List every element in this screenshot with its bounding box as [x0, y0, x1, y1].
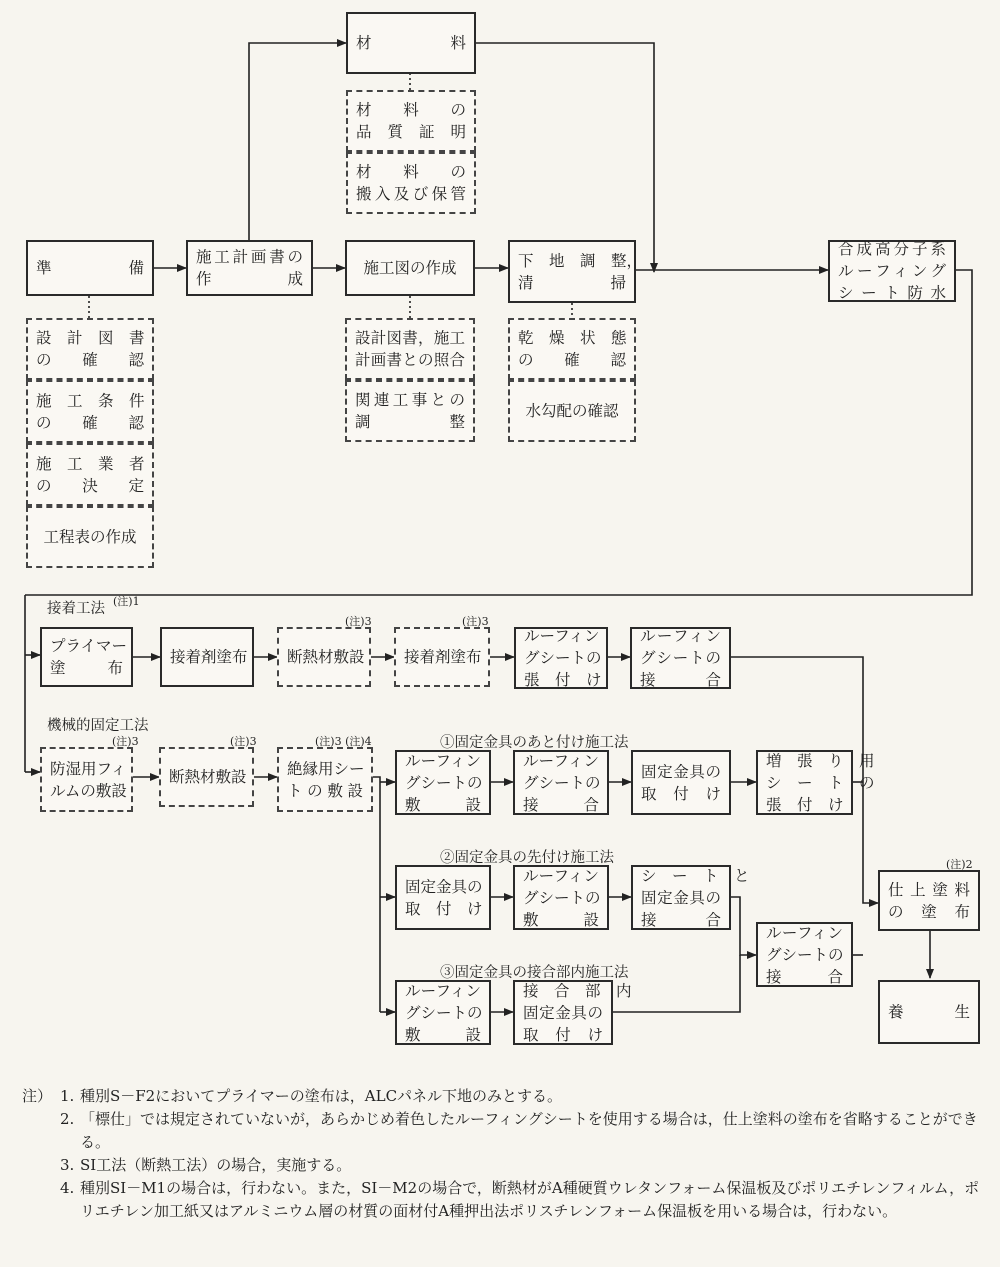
step-label-line: 取 付 け	[641, 784, 721, 803]
step-label-line: 塗 布	[50, 659, 123, 677]
step-label-line: ルーフィング	[838, 262, 946, 280]
step-box-dannetsu1	[277, 627, 371, 687]
step-box-a-toritsuke	[631, 750, 731, 815]
arrow-keikaku-zairyo	[249, 43, 346, 240]
step-label-line: 工程表の作成	[43, 528, 137, 546]
footnote-4	[22, 1177, 987, 1223]
step-box-setsugou1	[630, 627, 731, 689]
step-label-line: 施 工 業 者	[36, 454, 145, 473]
note-ref: (注)3 (注)4	[315, 735, 372, 748]
step-box-secchaku2	[394, 627, 490, 687]
step-label-line: の 確 認	[36, 351, 144, 369]
step-label-line: プライマー	[50, 637, 128, 655]
step-box-kansou	[508, 318, 636, 380]
step-box-junbi	[26, 240, 154, 296]
step-label-line: 接 合	[766, 967, 843, 986]
step-box-secchaku1	[160, 627, 254, 687]
step-box-zetsuen	[277, 747, 373, 812]
step-label-line: ルーフィン	[523, 866, 599, 885]
step-label-line: 関連工事との	[355, 391, 465, 409]
step-label-line: 材 料	[356, 34, 466, 52]
step-box-b-fusetsu	[513, 865, 609, 930]
step-label-line: トの敷設	[287, 781, 363, 800]
footnote-prefix: 注）	[22, 1087, 53, 1105]
step-label-line: 敷 設	[405, 1025, 481, 1044]
label-secchaku-kouhou: 接着工法	[47, 601, 105, 617]
step-label-line: 絶縁用シー	[287, 759, 365, 778]
step-label-line: 施工計画書の	[196, 248, 303, 266]
step-label-line: シ ー ト の	[766, 773, 875, 792]
note-ref: (注)2	[946, 858, 973, 871]
step-box-sekouzu	[345, 240, 475, 296]
step-label-line: 防湿用フィ	[50, 759, 127, 778]
step-box-zairyo-hannyu	[346, 152, 476, 214]
footnote-text: 種別SI－M1の場合は，行わない。また，SI－M2の場合で，断熱材がA種硬質ウレタンフォーム保温板及びポリエチレンフィルム，ポリエチレン加工紙又はアルミニウム層の材質の面材付A種押出法ポリスチレンフォーム保温板を用いる場合は，行わない。	[80, 1179, 980, 1220]
step-label-line: 接着剤塗布	[170, 648, 248, 666]
step-label-line: ルーフィン	[640, 627, 721, 645]
step-label-line: 水勾配の確認	[525, 402, 619, 420]
step-box-shiage	[878, 870, 980, 931]
step-label-line: の 確 認	[518, 351, 626, 369]
step-box-c-toritsuke	[513, 980, 632, 1045]
step-label-line: 断熱材敷設	[287, 648, 365, 666]
step-label-line: 材 料 の	[356, 101, 466, 119]
step-box-c-fusetsu	[395, 980, 491, 1045]
step-label-line: グシートの	[766, 945, 844, 964]
step-box-zairyo	[346, 12, 476, 74]
step-label-line: 増 張 り 用	[766, 751, 875, 770]
footnote-number: 3.	[60, 1156, 75, 1174]
footnote-number: 1.	[60, 1087, 75, 1105]
footnote-2	[22, 1108, 987, 1154]
step-label-line: 張 付 け	[524, 671, 602, 689]
label-method-3: ③固定金具の接合部内施工法	[440, 965, 629, 981]
note-ref: (注)3	[345, 615, 372, 628]
step-box-b-toritsuke	[395, 865, 491, 930]
note-ref: (注)3	[462, 615, 489, 628]
step-label-line: 準 備	[36, 259, 144, 277]
step-box-gyousha-kettei	[26, 443, 154, 506]
step-label-line: 養 生	[888, 1003, 970, 1021]
footnotes	[22, 1085, 987, 1223]
footnote-text: SI工法（断熱工法）の場合，実施する。	[80, 1156, 352, 1174]
step-label-line: ルーフィン	[766, 923, 843, 942]
step-box-yousei	[878, 980, 980, 1044]
step-label-line: 乾 燥 状 態	[518, 329, 627, 347]
step-label-line: グシートの	[523, 888, 601, 907]
step-label-line: 作 成	[196, 270, 303, 288]
arrow-zairyo-main	[475, 43, 654, 272]
footnote-1	[22, 1085, 987, 1108]
step-box-keikaku	[186, 240, 313, 296]
step-label-line: 取 付 け	[405, 899, 483, 918]
step-box-gousei	[828, 240, 956, 302]
step-label-line: グシートの	[405, 1003, 483, 1022]
step-label-line: グシートの	[405, 773, 483, 792]
step-label-line: 清 掃	[518, 273, 626, 292]
step-label-line: 施 工 条 件	[36, 391, 145, 410]
step-box-shitaji	[508, 240, 643, 303]
step-box-boushitsu	[40, 747, 133, 812]
step-label-line: 張 付 け	[766, 795, 844, 814]
footnote-number: 2.	[60, 1110, 75, 1128]
step-label-line: 搬入及び保管	[356, 185, 466, 203]
step-label-line: 計画書との照合	[355, 351, 465, 369]
label-method-2: ②固定金具の先付け施工法	[440, 850, 614, 866]
note-ref: (注)3	[112, 735, 139, 748]
step-label-line: の 確 認	[36, 413, 144, 432]
step-box-jouken-kakunin	[26, 380, 154, 443]
step-label-line: グシートの	[640, 649, 721, 667]
step-label-line: ルーフィン	[405, 751, 481, 770]
step-label-line: 断熱材敷設	[169, 768, 247, 786]
step-label-line: 敷 設	[523, 910, 599, 929]
label-method-1: ①固定金具のあと付け施工法	[440, 735, 629, 751]
note-ref: (注)1	[113, 595, 140, 608]
step-label-line: 固定金具の	[405, 877, 483, 896]
footnote-3	[22, 1154, 987, 1177]
step-box-b-sheet	[631, 865, 750, 930]
step-label-line: の 塗 布	[888, 902, 970, 921]
step-label-line: 固定金具の	[641, 888, 721, 907]
step-box-mizukoubai	[508, 380, 636, 442]
step-label-line: 調 整	[355, 413, 465, 431]
step-box-dannetsu2	[159, 747, 254, 807]
footnote-number: 4.	[60, 1179, 75, 1197]
step-box-kanren	[345, 380, 475, 442]
step-label-line: 固定金具の	[523, 1003, 603, 1022]
step-label-line: 接 合	[523, 795, 599, 814]
step-label-line: 下 地 調 整，	[518, 251, 643, 270]
step-box-primer	[40, 627, 133, 687]
footnote-text: 「標仕」では規定されていないが，あらかじめ着色したルーフィングシートを使用する場合は，仕上塗料の塗布を省略することができる。	[80, 1110, 978, 1151]
step-label-line: ルーフィン	[405, 981, 481, 1000]
step-box-zairyo-shoumei	[346, 90, 476, 152]
step-label-line: 接 合 部 内	[523, 981, 632, 1000]
line-gousei-down	[25, 270, 972, 595]
step-label-line: 品 質 証 明	[356, 123, 466, 141]
step-label-line: 固定金具の	[641, 762, 721, 781]
step-label-line: 接 合	[641, 910, 721, 929]
step-label-line: の 決 定	[36, 476, 144, 495]
step-label-line: 材 料 の	[356, 163, 466, 181]
step-box-haritsuke1	[514, 627, 608, 689]
step-label-line: 仕上塗料	[888, 880, 970, 899]
footnote-text: 種別S－F2においてプライマーの塗布は，ALCパネル下地のみとする。	[80, 1087, 563, 1105]
label-kikai-kouhou: 機械的固定工法	[47, 718, 149, 734]
step-label-line: 施工図の作成	[363, 259, 457, 277]
note-ref: (注)3	[230, 735, 257, 748]
step-box-shougou	[345, 318, 475, 380]
step-label-line: 接 合	[640, 671, 721, 689]
step-label-line: グシートの	[524, 649, 602, 667]
step-box-koutei	[26, 506, 154, 568]
step-label-line: 合成高分子系	[838, 240, 946, 258]
step-label-line: シ ー ト と	[641, 866, 750, 885]
step-label-line: ルーフィン	[523, 751, 599, 770]
step-label-line: 接着剤塗布	[404, 648, 482, 666]
step-box-bc-setsugou	[756, 922, 853, 987]
step-label-line: 設 計 図 書	[36, 329, 145, 347]
step-label-line: ルーフィン	[524, 627, 600, 645]
step-label-line: ルムの敷設	[50, 781, 127, 800]
step-label-line: グシートの	[523, 773, 601, 792]
step-box-a-setsugou	[513, 750, 609, 815]
step-label-line: 設計図書，施工	[355, 329, 465, 347]
step-box-sekkei-kakunin	[26, 318, 154, 380]
step-label-line: 取 付 け	[523, 1025, 603, 1044]
step-label-line: 敷 設	[405, 795, 481, 814]
step-label-line: シート防水	[838, 284, 946, 302]
step-box-a-fusetsu	[395, 750, 491, 815]
step-box-a-mashibari	[756, 750, 875, 815]
